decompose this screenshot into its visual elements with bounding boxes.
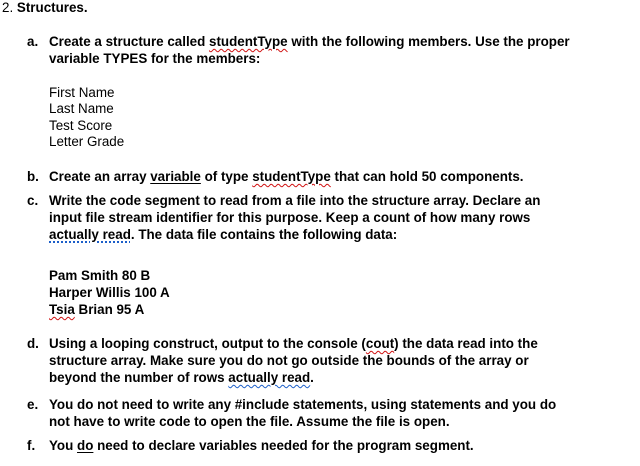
item-d-line1-pre: Using a looping construct, output to the console ( (49, 336, 366, 351)
data-row-3-rest: Brian 95 A (74, 302, 145, 317)
item-e-line1: You do not need to write any #include statements, using statements and you do (49, 397, 557, 412)
item-d-marker: d. (27, 336, 39, 351)
section-title: Structures. (16, 0, 88, 15)
item-c (27, 193, 540, 210)
item-b-text-post: that can hold 50 components. (330, 169, 524, 184)
item-e (27, 397, 556, 414)
member-last-name: Last Name (49, 101, 114, 116)
member-first-name: First Name (49, 85, 115, 100)
item-c-line3 (49, 227, 397, 244)
data-row-3 (49, 302, 144, 319)
item-b-text-mid: of type (200, 169, 253, 184)
item-d-line3-pre: beyond the number of rows (49, 370, 229, 385)
item-b-marker: b. (27, 169, 39, 184)
item-d-line1-post: ) the data read into the (394, 336, 538, 351)
item-d-line3-post: . (310, 370, 314, 385)
member-letter-grade: Letter Grade (49, 134, 125, 149)
section-heading (2, 0, 88, 17)
item-c-line1: Write the code segment to read from a file into the structure array. Declare an (49, 193, 541, 208)
studenttype-term: studentType (252, 169, 331, 184)
item-e-line2: not have to write code to open the file. Assume the file is open. (49, 414, 450, 429)
do-word: do (77, 438, 94, 453)
actually-read-phrase: actually read (49, 227, 131, 242)
item-f-marker: f. (27, 438, 36, 453)
item-f-text-pre: You (49, 438, 78, 453)
actually-read-phrase: actually read (228, 370, 311, 385)
section-number: 2. (2, 0, 14, 15)
item-b-text-pre: Create an array (49, 169, 151, 184)
studenttype-term: studentType (209, 34, 288, 49)
item-d (27, 336, 538, 353)
item-a-text-pre: Create a structure called (49, 34, 210, 49)
item-e-marker: e. (27, 397, 39, 412)
data-row-2: Harper Willis 100 A (49, 285, 170, 300)
item-c-line3-post: . The data file contains the following data: (130, 227, 398, 242)
data-row-1: Pam Smith 80 B (49, 268, 151, 283)
item-c-line2: input file stream identifier for this purpose. Keep a count of how many rows (49, 210, 531, 225)
item-f (27, 438, 474, 455)
item-a (27, 34, 570, 51)
item-b (27, 169, 524, 186)
data-row-3-name: Tsia (49, 302, 75, 317)
item-f-text-post: need to declare variables needed for the program segment. (93, 438, 474, 453)
item-a-text-post: with the following members. Use the proper (287, 34, 570, 49)
item-a-marker: a. (27, 34, 39, 49)
variable-word: variable (150, 169, 201, 184)
cout-term: cout (365, 336, 395, 351)
item-d-line3 (49, 370, 314, 387)
item-a-line2: variable TYPES for the members: (49, 51, 261, 66)
item-d-line2: structure array. Make sure you do not go outside the bounds of the array or (49, 353, 529, 368)
item-c-marker: c. (27, 193, 39, 208)
member-test-score: Test Score (49, 118, 113, 133)
